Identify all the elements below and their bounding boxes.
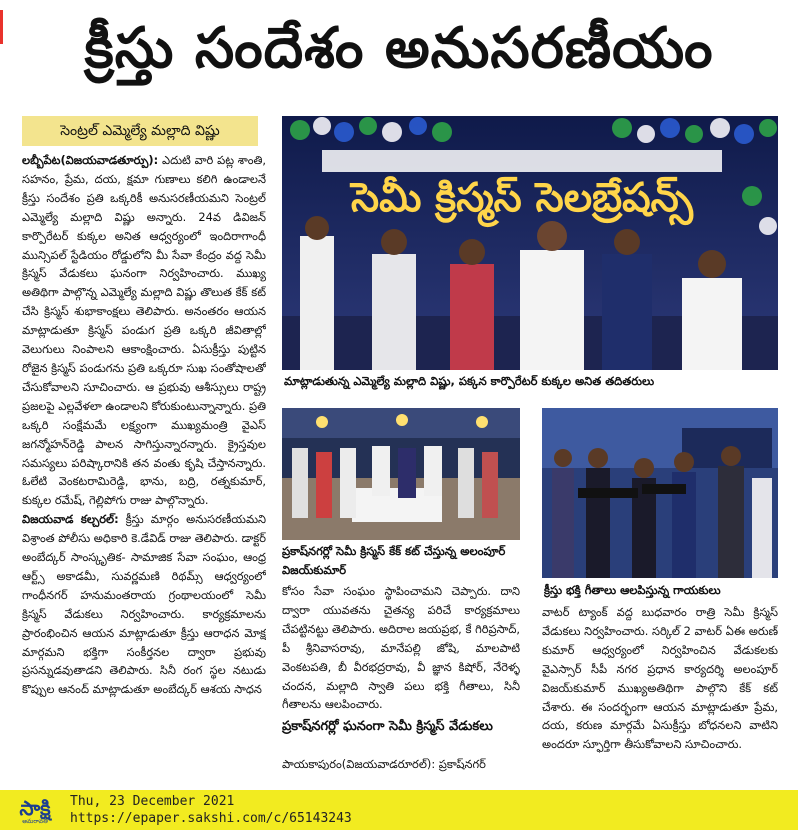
photo-illustration <box>282 116 778 370</box>
photo-singers <box>542 408 778 578</box>
caption-top-photo: మాట్లాడుతున్న ఎమ్మెల్యే మల్లాది విష్ణు, పక్కన కార్పొరేటర్ కుక్కల అనిత తదితరులు <box>284 374 655 388</box>
article-subhead: ప్రకాష్‌నగర్లో ఘనంగా సెమీ క్రిస్మస్ వేడుకలు <box>282 719 493 734</box>
dateline: లబ్బీపేట(విజయవాడతూర్పు): <box>22 153 159 167</box>
article-headline: క్రీస్తు సందేశం అనుసరణీయం <box>84 16 714 81</box>
paragraph-4: వాటర్ ట్యాంక్ వద్ద బుధవారం రాత్రి సెమీ క్రిస్మస్ వేడుకలు నిర్వహించారు. సర్కిల్ 2 వాటర్ ఏఈ అరుణ్ కుమార్ ఆధ్వర్యంలో నిర్వహించిన వేడుకలకు వైఎస్సార్ సీపీ నగర ప్రధాన కార్యదర్శి అలంపూర్ విజయ్‌కుమార్ ముఖ్యఅతిథిగా పాల్గొని కేక్ కట్ చేశారు. ఈ సందర్భంగా ఆయన మాట్లాడుతూ ప్రేమ, దయ, కరుణ మార్గమే ఏసుక్రీస్తు బోధనలని వాటిని అందరూ స్ఫూర్తిగా తీసుకోవాలని సూచించారు. <box>542 605 778 752</box>
photo-cake-cutting <box>282 408 520 540</box>
photo-illustration-2 <box>282 408 520 540</box>
dateline-2: విజయవాడ కల్చరల్: <box>22 512 119 527</box>
paragraph-2-text: క్రీస్తు మార్గం అనుసరణీయమని విశ్రాంత పోలీసు అధికారి కె.డేవిడ్ రాజు తెలిపారు. డాక్టర్ అంబేద్కర్ సాంస్కృతిక- సామాజిక సేవా సంఘం, ఆంధ్ర ఆర్ట్స్ అకాడమీ, సువర్ణమణి రిథమ్స్ ఆధ్వర్యంలో గాంధీనగర్ హనుమంతరాయ గ్రంథాలయంలో సెమీ క్రిస్మస్ వేడుకలు నిర్వహించారు. కార్యక్రమాలను ప్రారంభించిన ఆయన మాట్లాడుతూ క్రీస్తు ఆరాధన మోక్ష మార్గమని భక్తిగా సంకీర్తనల ద్వారా ప్రభువు ప్రసన్నుడవుతాడని తెలిపారు. సినీ రంగ స్థల నటుడు కొప్పుల ఆనంద్ మాట్లాడుతూ అంబేద్కర్ ఆశయ సాధన <box>22 512 266 697</box>
dateline-3: పాయకాపురం(విజయవాడరూరల్): ప్రకాష్‌నగర్ <box>282 757 486 771</box>
edition-date: Thu, 23 December 2021 <box>70 794 235 809</box>
photo-illustration-3 <box>542 408 778 578</box>
paragraph-1 <box>22 151 266 510</box>
paragraph-1-text: ఎదుటి వారి పట్ల శాంతి, సహనం, ప్రేమ, దయ, క్షమా గుణాలు కలిగి ఉండాలనే క్రీస్తు సందేశం ప్రతి ఒక్కరికీ అనుసరణీయమని సెంట్రల్ ఎమ్మెల్యే మల్లాది విష్ణు అన్నారు. 24వ డివిజన్ కార్పొరేటర్ కుక్కల అనిత ఆధ్వర్యంలో ఇందిరాగాంధీ మున్సిపల్ స్టేడియం రోడ్డులోని మీ సేవా కేంద్రం వద్ద సెమీ క్రిస్మస్ వేడుకలు ఘనంగా నిర్వహించారు. ముఖ్య అతిథిగా పాల్గొన్న ఎమ్మెల్యే మల్లాది విష్ణు తొలుత కేక్ కట్ చేసి క్రిస్మస్ శుభాకాంక్షలు తెలిపారు. అనంతరం ఆయన మాట్లాడుతూ క్రిస్మస్ పండుగ ప్రతి ఒక్కరి జీవితాల్లో వెలుగులు నింపాలని ఆకాంక్షించారు. ఏసుక్రీస్తు పుట్టిన రోజైన క్రిస్మస్ పండుగను ప్రతి ఒక్కరూ సుఖ సంతోషాలతో చేసుకోవాలని సూచించారు. ఆ ప్రభువు ఆశీస్సులు రాష్ట్ర ప్రజలపై ఎల్లవేళలా ఉండాలని కోరుకుంటున్నాన్నారు. ప్రతి ఒక్కరి సంక్షేమమే లక్ష్యంగా ముఖ్యమంత్రి వైఎస్ జగన్మోహన్‌రెడ్డి పాలన సాగిస్తున్నారన్నారు. క్రైస్తవుల సమస్యలు పరిష్కారానికి తన వంతు కృషి చేస్తానన్నారు. ఓలేటి వెంకటరామిరెడ్డి, భాను, బద్రి, రత్నకుమార్, కుక్కల రమేష్, గెల్లిపోగు రాజు పాల్గొన్నారు. <box>22 153 266 508</box>
epaper-link[interactable]: https://epaper.sakshi.com/c/65143243 <box>70 811 352 826</box>
caption-mid-photo: ప్రకాష్‌నగర్లో సెమీ క్రిస్మస్ కేక్ కట్ చేస్తున్న అలంపూర్ విజయ్‌కుమార్ <box>282 544 506 577</box>
article-column-3 <box>542 603 778 779</box>
photo-mla-speaking <box>282 116 778 370</box>
byline-box: సెంట్రల్ ఎమ్మెల్యే మల్లాది విష్ణు <box>22 116 258 146</box>
paragraph-3: కోసం సేవా సంఘం స్థాపించామని చెప్పారు. దాని ద్వారా యువతను చైతన్య పరిచే కార్యక్రమాలు చేపట్టినట్టు తెలిపారు. అదిరాల జయప్రభ, కే గిరిప్రసాద్, పీ శ్రీనివాసరావు, మానేపల్లి జోషి, మాలపాటి వెంకటపతి, బీ వీరభద్రరావు, వీ జ్ఞాన కిషోర్, నేరెళ్ళ చందన, మల్లాది స్వాతి పలు భక్తి గీతాలు, సినీ గీతాలను ఆలపించారు. <box>282 584 520 712</box>
logo-edition: అమరావతి <box>22 818 48 825</box>
banner-text: సెమీ క్రిస్మస్ సెలబ్రేషన్స్ <box>350 175 694 221</box>
article-column-2 <box>282 582 520 716</box>
article-column-1 <box>22 151 266 782</box>
sakshi-logo <box>8 795 62 825</box>
caption-right-photo: క్రీస్తు భక్తి గీతాలు ఆలపిస్తున్న గాయకులు <box>544 583 721 597</box>
paragraph-2 <box>22 510 266 699</box>
logo-wordmark: సాక్షి <box>19 796 51 820</box>
epaper-footer <box>0 790 798 830</box>
